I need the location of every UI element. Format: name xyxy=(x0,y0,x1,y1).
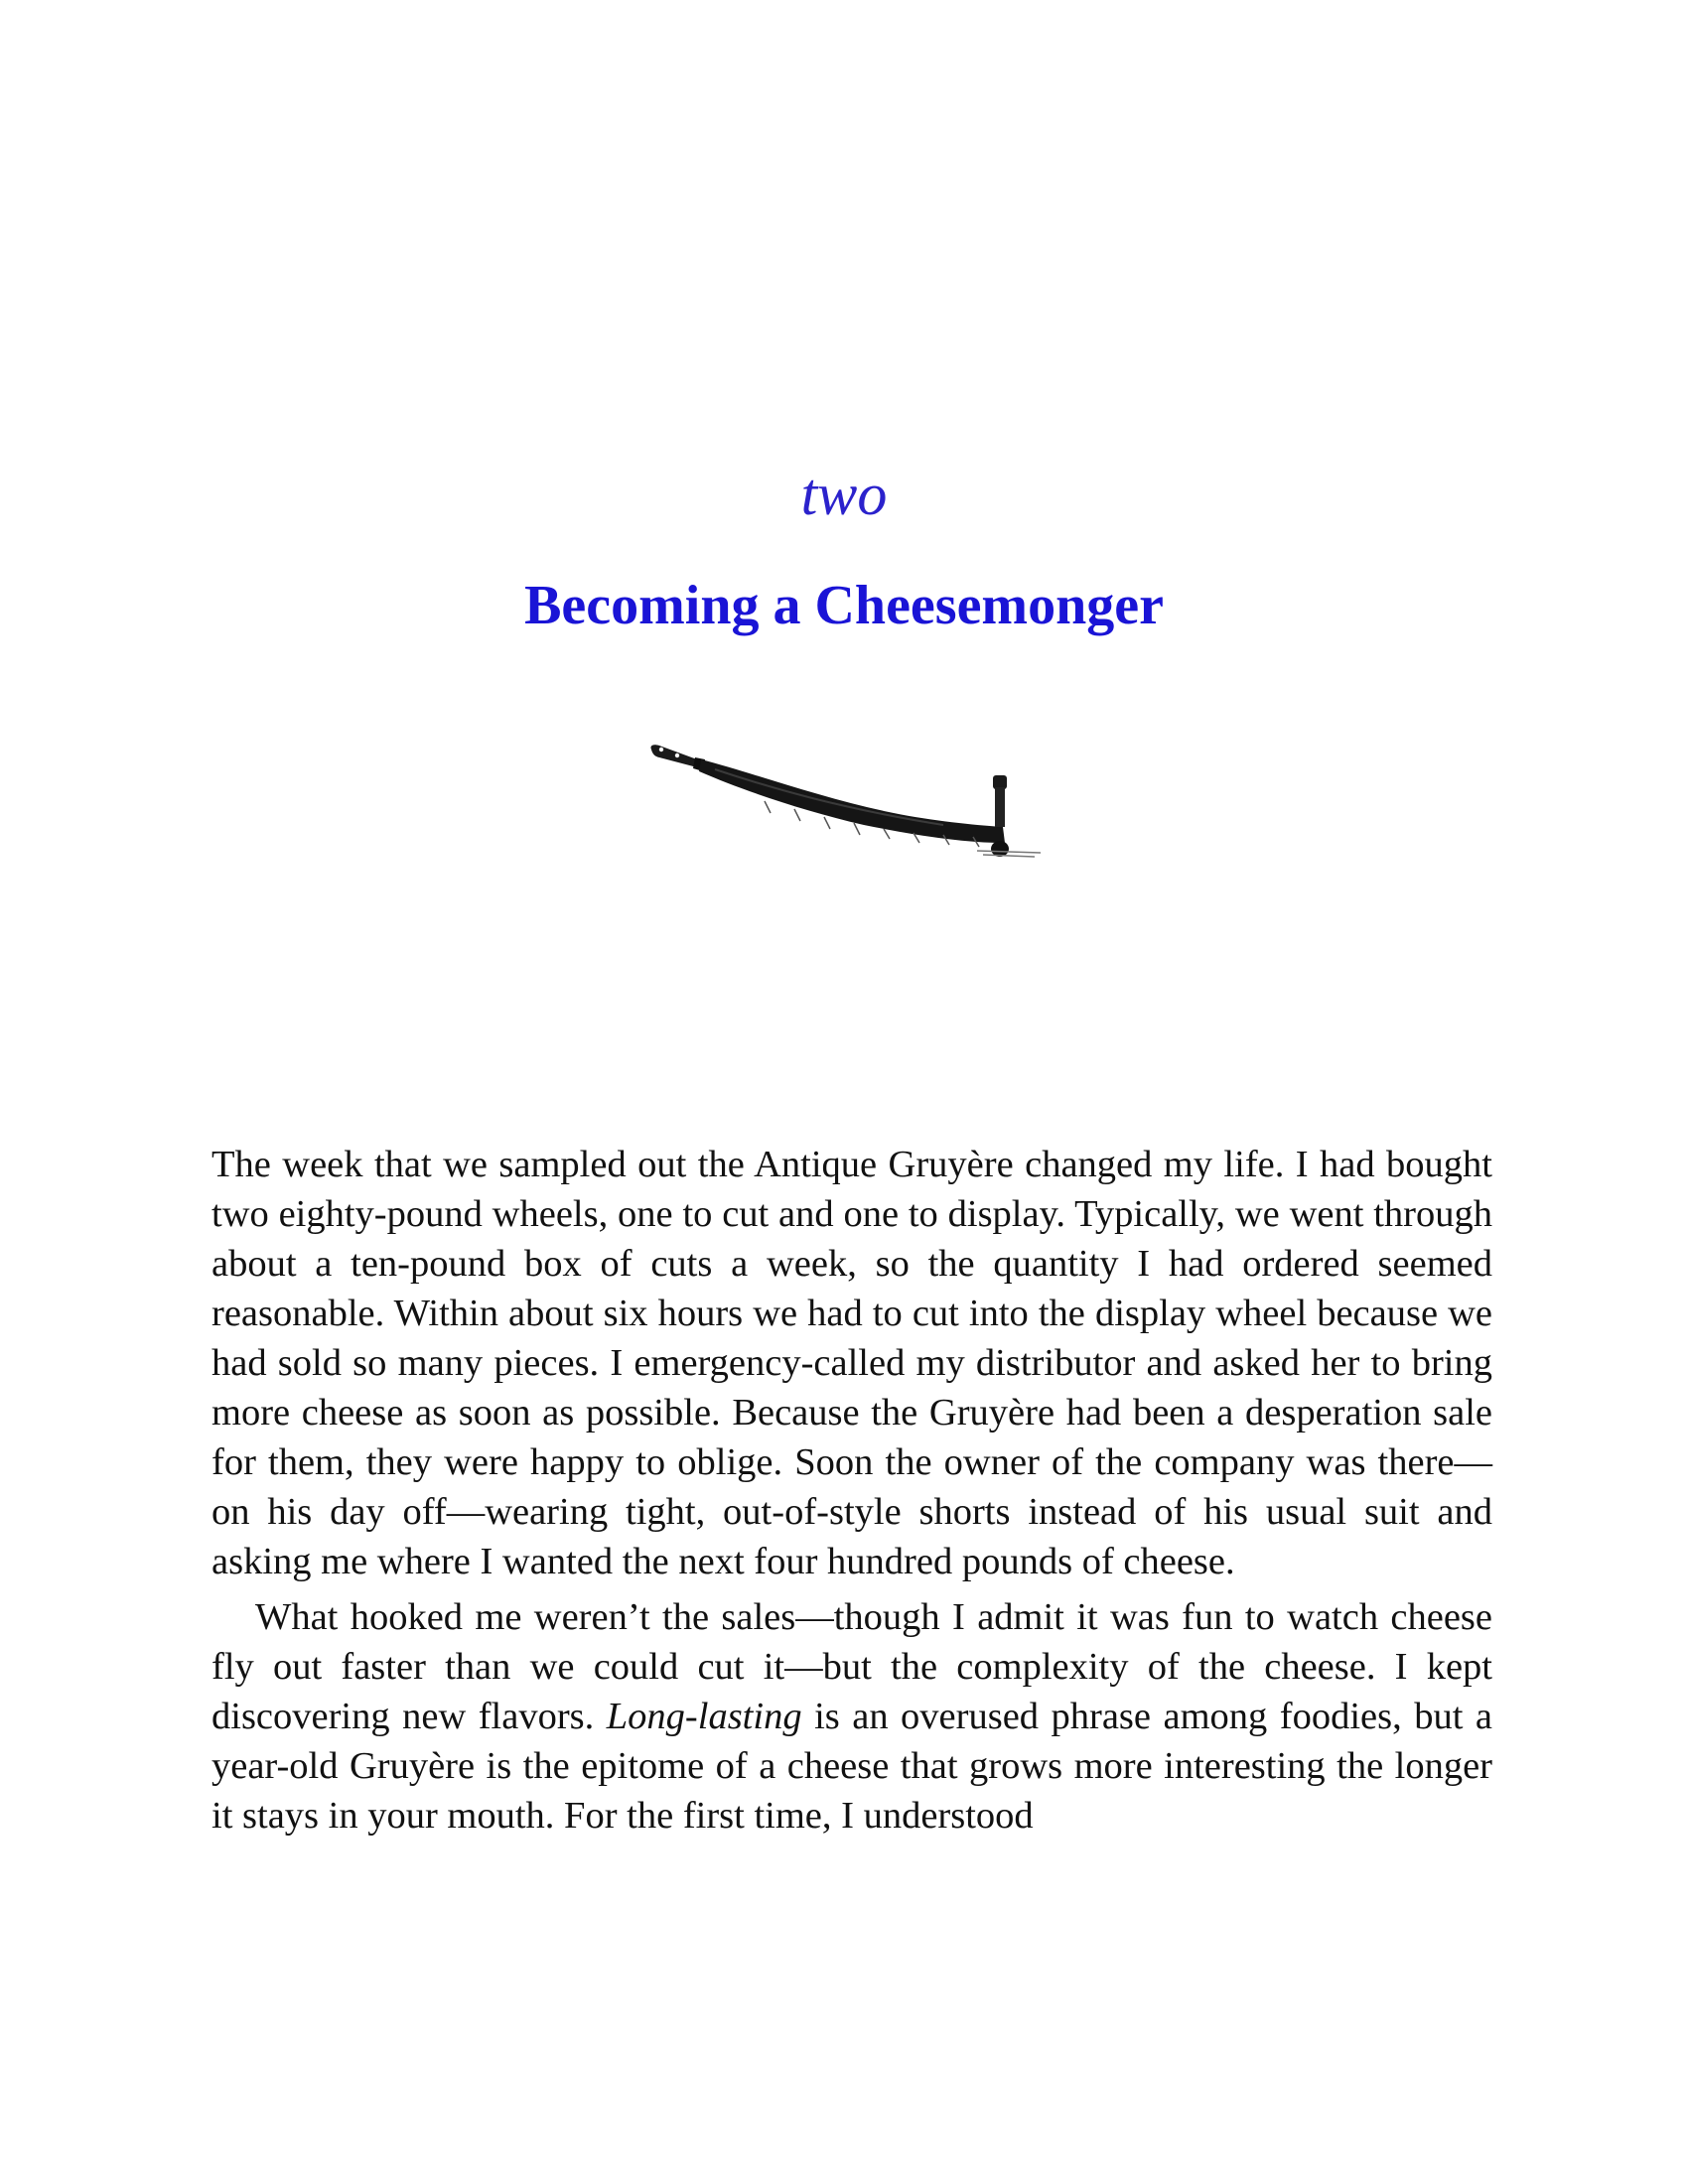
italic-phrase: Long-lasting xyxy=(606,1696,802,1737)
chapter-number: two xyxy=(800,462,888,527)
paragraph-text: is an overused phrase among foodies, but a year-old Gruyère is the epitome of a cheese that grows more interesting the longer it stays in your mouth. For the first time, I understood xyxy=(211,1696,1492,1837)
paragraph-text: What hooked me weren’t the sales—though I admit it was fun to watch cheese fly out faster than we could cut it—but the complexity of the cheese. I kept discovering new flavors. xyxy=(211,1596,1492,1737)
body-text xyxy=(211,1140,1492,1846)
paragraph xyxy=(211,1592,1492,1841)
paragraph: The week that we sampled out the Antique Gruyère changed my life. I had bought two eighty-pound wheels, one to cut and one to display. Typically, we went through about a ten-pound box of cuts a week, so the quantity I had ordered seemed reasonable. Within about six hours we had to cut into the display wheel because we had sold so many pieces. I emergency-called my distributor and asked her to bring more cheese as soon as possible. Because the Gruyère had been a desperation sale for them, they were happy to oblige. Soon the owner of the company was there—on his day off—wearing tight, out-of-style shorts instead of his usual suit and asking me where I wanted the next four hundred pounds of cheese. xyxy=(211,1144,1492,1582)
cheese-knife-icon xyxy=(645,740,1048,869)
chapter-title: Becoming a Cheesemonger xyxy=(524,575,1164,636)
